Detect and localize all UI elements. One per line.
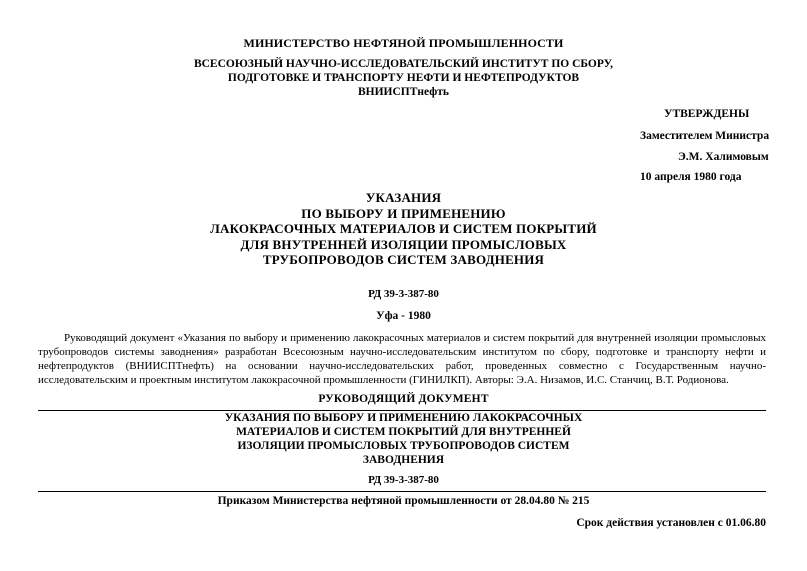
title-line: ЛАКОКРАСОЧНЫХ МАТЕРИАЛОВ И СИСТЕМ ПОКРЫТИЙ xyxy=(210,221,597,236)
document-title xyxy=(0,190,807,268)
document-title-secondary xyxy=(0,411,807,467)
approval-position: Заместителем Министра xyxy=(640,130,770,142)
title-line: ТРУБОПРОВОДОВ СИСТЕМ ЗАВОДНЕНИЯ xyxy=(262,252,545,267)
validity-date: Срок действия установлен с 01.06.80 xyxy=(576,517,766,529)
title2-line: ЗАВОДНЕНИЯ xyxy=(362,454,445,466)
ministry-name: МИНИСТЕРСТВО НЕФТЯНОЙ ПРОМЫШЛЕННОСТИ xyxy=(243,36,564,50)
institute-abbreviation: ВНИИСПТнефть xyxy=(358,86,449,98)
title-line: ПО ВЫБОРУ И ПРИМЕНЕНИЮ xyxy=(301,205,506,221)
institute-line: ВСЕСОЮЗНЫЙ НАУЧНО-ИССЛЕДОВАТЕЛЬСКИЙ ИНСТИТУТ ПО СБОРУ, xyxy=(193,58,614,70)
guiding-document-label: РУКОВОДЯЩИЙ ДОКУМЕНТ xyxy=(318,393,489,405)
approval-status: УТВЕРЖДЕНЫ xyxy=(664,108,750,120)
city-year: Уфа - 1980 xyxy=(376,310,431,322)
title-line: УКАЗАНИЯ xyxy=(365,190,442,205)
approval-date: 10 апреля 1980 года xyxy=(640,171,742,183)
document-code: РД 39-3-387-80 xyxy=(368,288,439,300)
title-line: ДЛЯ ВНУТРЕННЕЙ ИЗОЛЯЦИИ ПРОМЫСЛОВЫХ xyxy=(240,236,567,252)
institute-line: ПОДГОТОВКЕ И ТРАНСПОРТУ НЕФТИ И НЕФТЕПРОДУКТОВ xyxy=(227,72,580,84)
divider-bottom xyxy=(38,491,766,492)
title2-line: УКАЗАНИЯ ПО ВЫБОРУ И ПРИМЕНЕНИЮ ЛАКОКРАСОЧНЫХ xyxy=(224,412,583,424)
title2-line: ИЗОЛЯЦИИ ПРОМЫСЛОВЫХ ТРУБОПРОВОДОВ СИСТЕМ xyxy=(237,440,570,452)
abstract-paragraph: Руководящий документ «Указания по выбору и применению лакокрасочных материалов и систем покрытий для внутренней изоляции промысловых трубопроводов системы заводнения» разработан Всесоюзным научно-исследовательским институтом по сбору, подготовке и транспорту нефти и нефтепродуктов (ВНИИСПТнефть) на основании научно-исследовательских работ, проведенных совместно с Государственным научно-исследовательским и проектным институтом лакокрасочной промышленности (ГИНИЛКП). Авторы: Э.А. Низамов, И.С. Станчиц, В.Т. Родионова. xyxy=(38,332,766,386)
title2-line: МАТЕРИАЛОВ И СИСТЕМ ПОКРЫТИЙ ДЛЯ ВНУТРЕННЕЙ xyxy=(236,426,571,438)
approval-name: Э.М. Халимовым xyxy=(678,151,769,163)
order-reference: Приказом Министерства нефтяной промышленности от 28.04.80 № 215 xyxy=(217,495,590,507)
document-code-secondary: РД 39-3-387-80 xyxy=(368,474,439,486)
institute-name xyxy=(0,57,807,99)
